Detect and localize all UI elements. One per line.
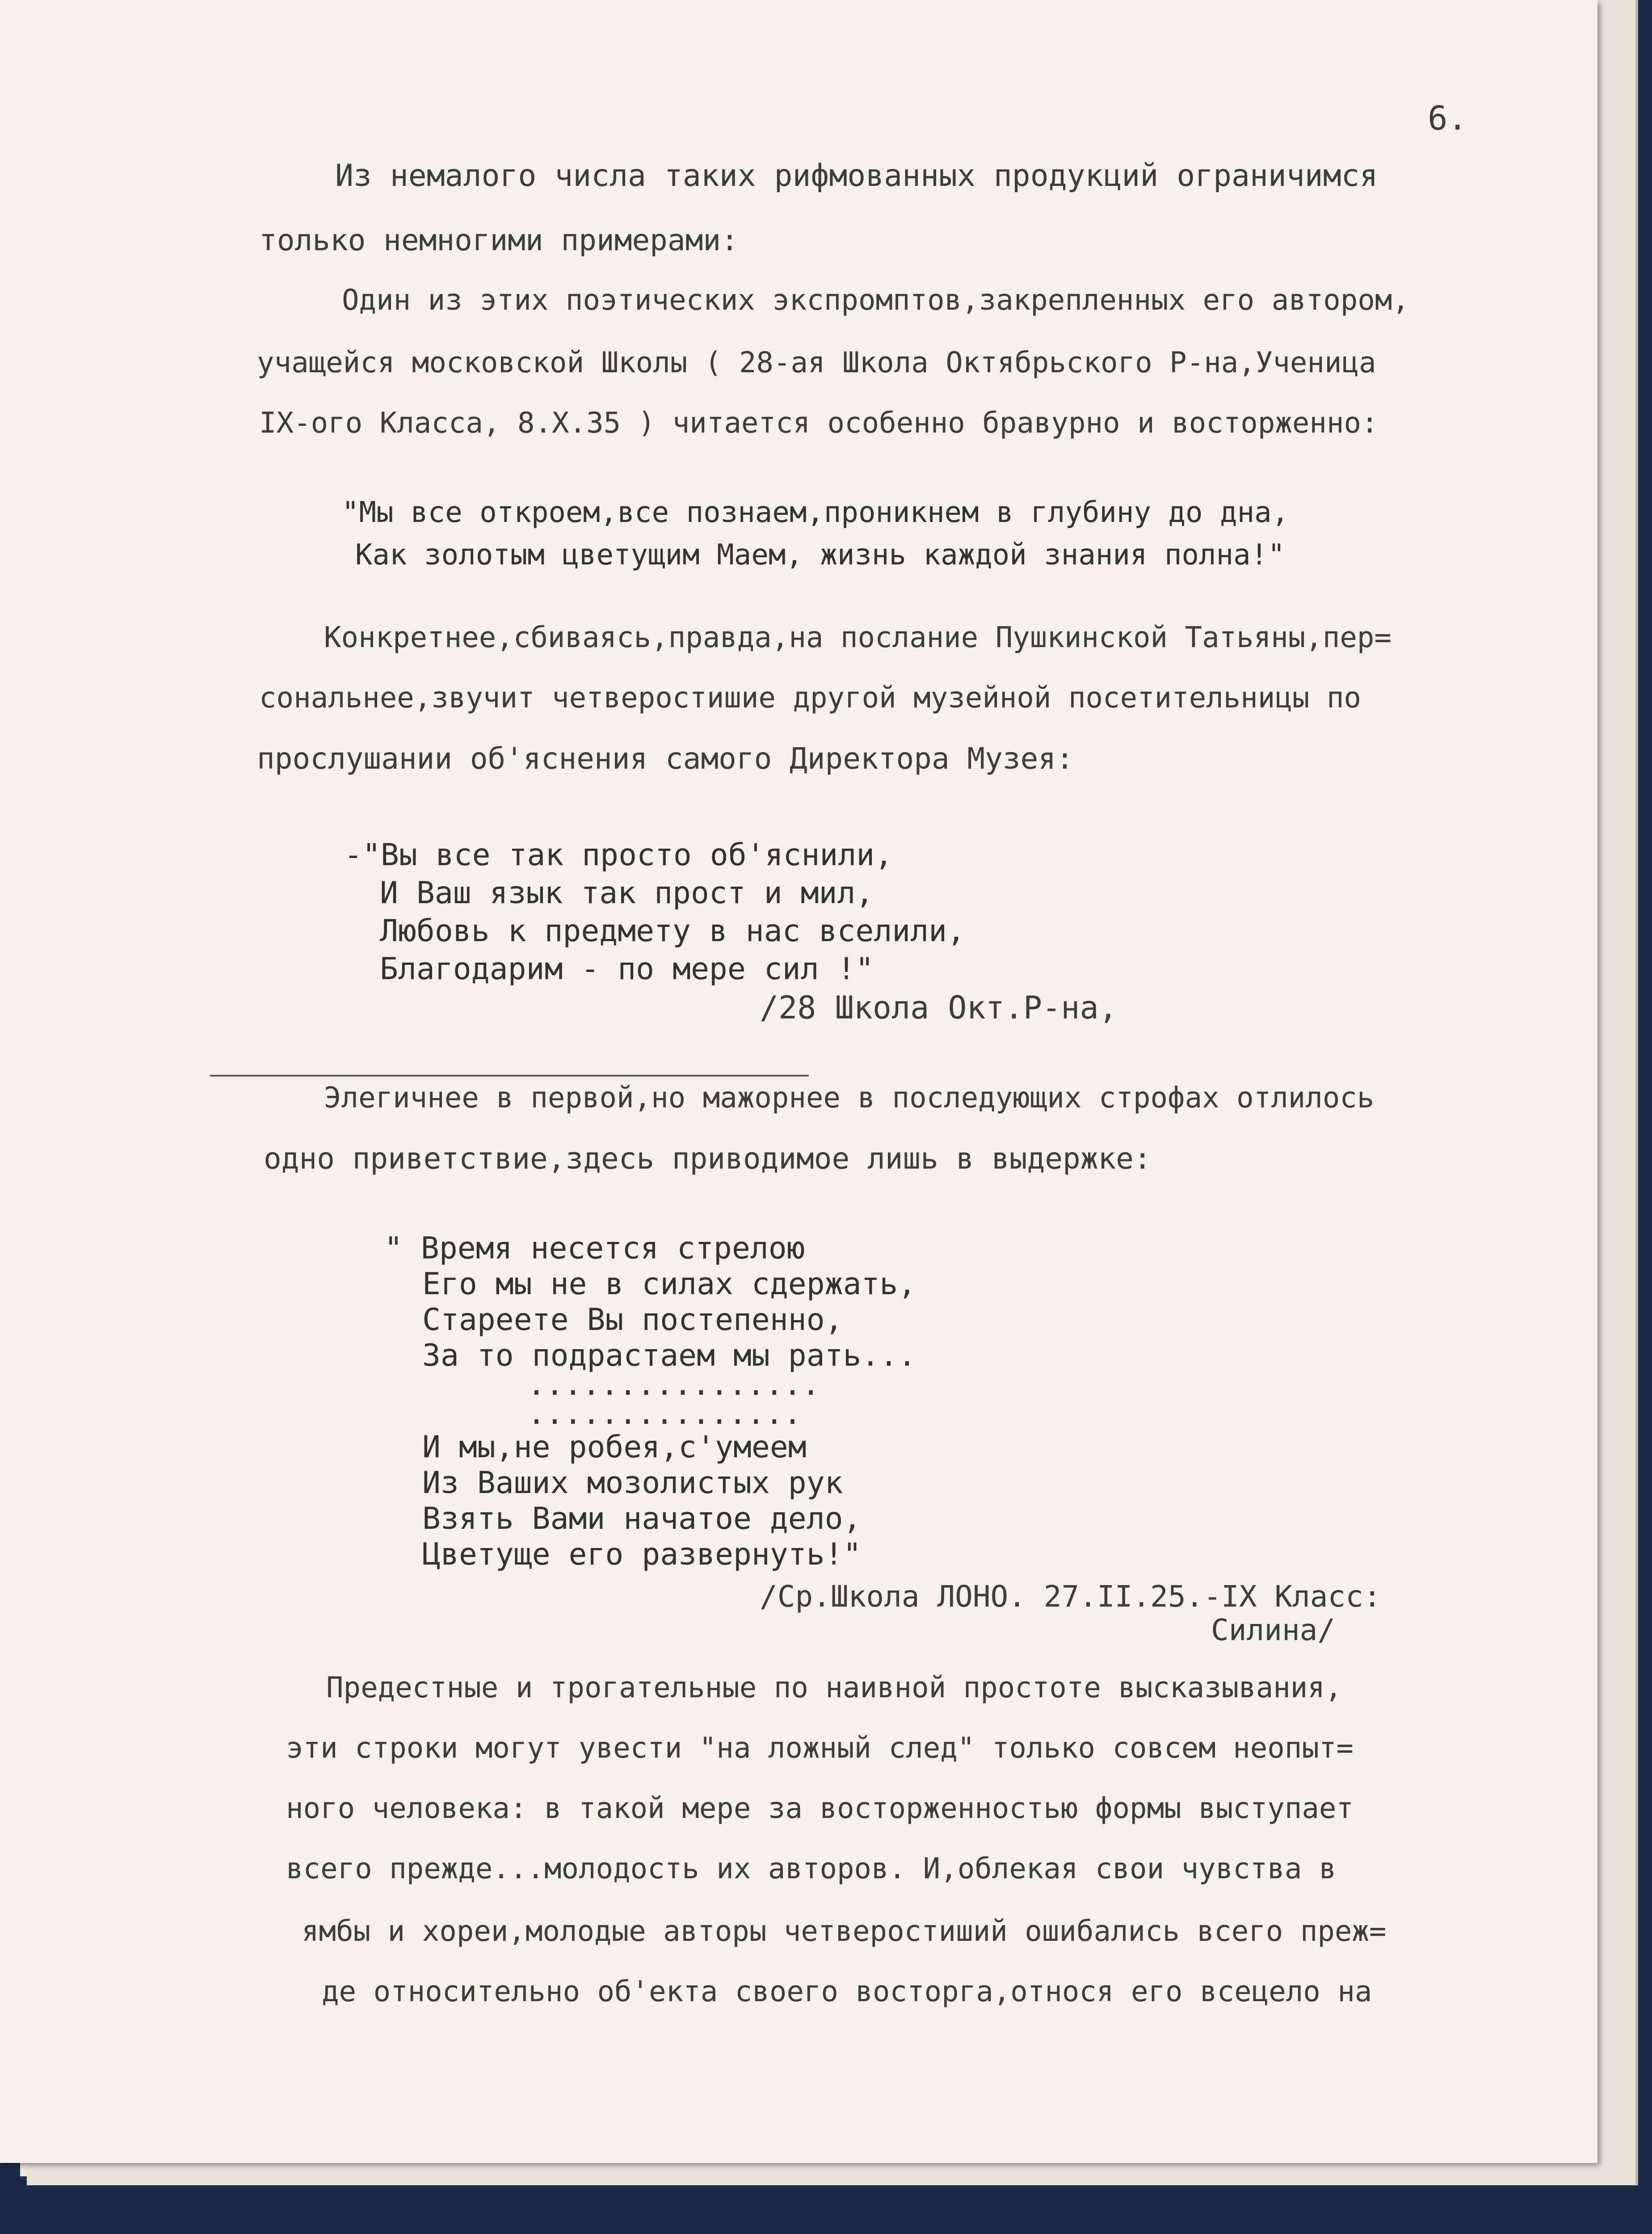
third-verse-line-3: Стареете Вы постепенно, (422, 1302, 843, 1338)
intro-line-2: только немногими примерами: (259, 223, 739, 257)
second-verse-line-2: И Ваш язык так прост и мил, (380, 875, 874, 911)
third-example-line-1: Элегичнее в первой,но мажорнее в последующих строфах отлилось (324, 1081, 1375, 1115)
conclusion-line-6: де относительно об'екта своего восторга,относя его всецело на (322, 1975, 1372, 2008)
conclusion-line-1: Предестные и трогательные по наивной простоте высказывания, (326, 1671, 1342, 1704)
third-verse-line-2: Его мы не в силах сдержать, (422, 1266, 916, 1302)
ellipsis-line-2: ............... (527, 1396, 802, 1431)
conclusion-line-5: ямбы и хореи,молодые авторы четверостиший ошибались всего преж= (302, 1915, 1387, 1948)
conclusion-line-4: всего прежде...молодость их авторов. И,облекая свои чувства в (286, 1852, 1337, 1885)
third-verse-signature-2: Силина/ (1211, 1613, 1336, 1647)
third-verse-line-6: Из Ваших мозолистых рук (422, 1465, 843, 1501)
second-example-line-1: Конкретнее,сбиваясь,правда,на послание Пушкинской Татьяны,пер= (324, 621, 1391, 654)
third-verse-line-1: " Время несется стрелою (384, 1231, 805, 1266)
second-example-line-3: прослушании об'яснения самого Директора Музея: (257, 741, 1074, 776)
divider-line (210, 1075, 809, 1077)
third-verse-line-4: За то подрастаем мы рать... (422, 1338, 916, 1373)
second-verse-signature: /28 Школа Окт.Р-на, (760, 989, 1118, 1026)
second-verse-line-4: Благодарим - по мере сил !" (380, 951, 874, 987)
first-verse-line-1: "Мы все откроем,все познаем,проникнем в глубину до дна, (342, 496, 1289, 529)
third-verse-line-8: Цветуще его развернуть!" (422, 1537, 862, 1572)
second-verse-line-3: Любовь к предмету в нас вселили, (380, 913, 966, 949)
third-verse-line-7: Взять Вами начатое дело, (422, 1501, 862, 1536)
first-example-line-2: учащейся московской Школы ( 28-ая Школа Октябрьского Р-на,Ученица (257, 346, 1376, 379)
second-verse-line-1: -"Вы все так просто об'яснили, (344, 837, 893, 873)
first-verse-line-2: Как золотым цветущим Маем, жизнь каждой знания полна!" (355, 539, 1285, 572)
second-example-line-2: сональнее,звучит четверостишие другой музейной посетительницы по (259, 682, 1361, 715)
third-verse-line-5: И мы,не робея,с'умеем (422, 1430, 807, 1465)
intro-line-1: Из немалого числа таких рифмованных продукций ограничимся (335, 158, 1378, 194)
third-verse-signature-1: /Ср.Школа ЛОНО. 27.II.25.-IX Класс: (760, 1579, 1381, 1614)
conclusion-line-3: ного человека: в такой мере за восторженностью формы выступает (286, 1792, 1354, 1825)
conclusion-line-2: эти строки могут увести "на ложный след" только совсем неопыт= (286, 1732, 1354, 1765)
first-example-line-1: Один из этих поэтических экспромптов,закрепленных его автором, (342, 284, 1409, 317)
page-number: 6. (1428, 99, 1468, 138)
first-example-line-3: IX-ого Класса, 8.X.35 ) читается особенно бравурно и восторженно: (259, 407, 1379, 440)
third-example-line-2: одно приветствие,здесь приводимое лишь в выдержке: (264, 1141, 1152, 1176)
ellipsis-line-1: ................ (527, 1367, 820, 1402)
